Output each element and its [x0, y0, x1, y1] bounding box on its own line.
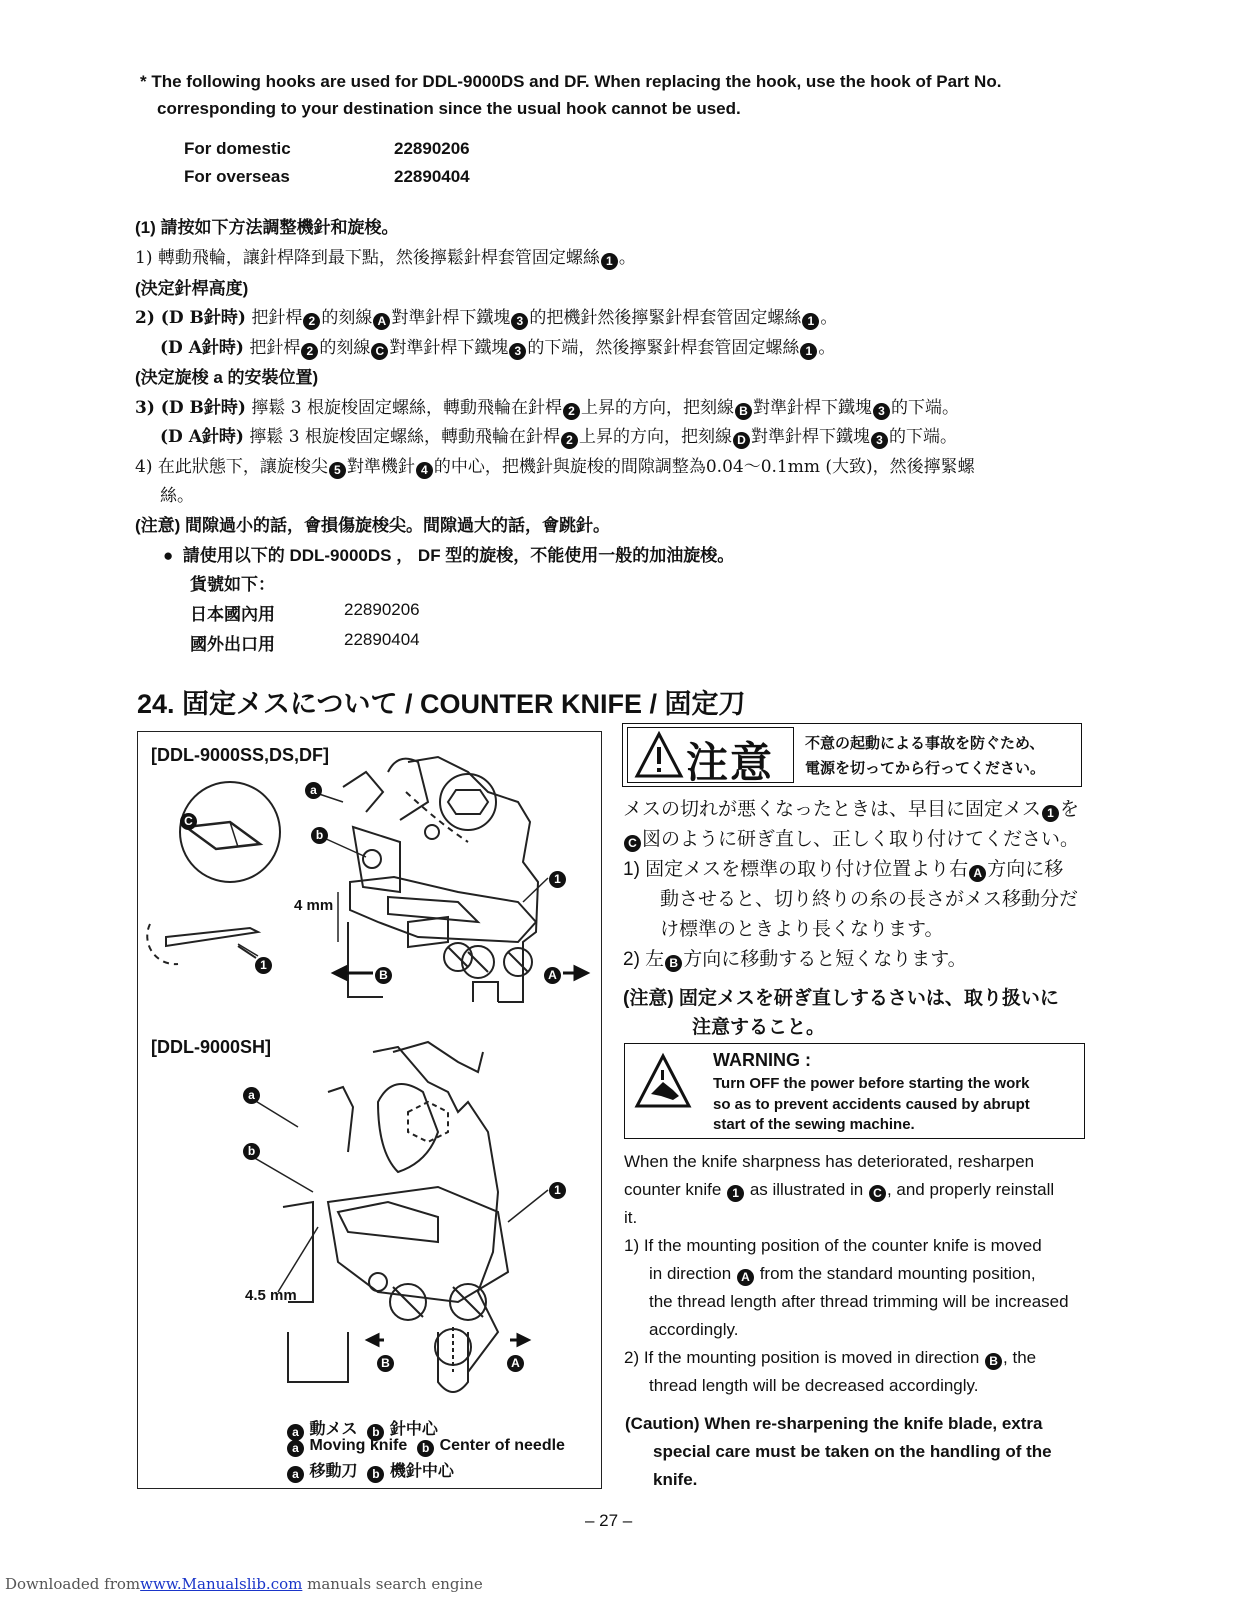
- zh-caution: (注意) 間隙過小的話，會損傷旋梭尖。間隙過大的話，會跳針。: [135, 516, 611, 535]
- marker-b-top: b: [310, 824, 329, 844]
- counter-knife-figure: [137, 731, 602, 1489]
- zh-step-3b: (D A針時) 擰鬆 3 根旋梭固定螺絲，轉動飛輪在針桿 2 上昇的方向，把刻線 D 對準針桿下鐵塊 3 的下端。: [160, 427, 957, 447]
- zh-parts-title: 貨號如下：: [190, 575, 275, 594]
- en-warning-box: [624, 1043, 1085, 1139]
- jp-warning-box: [622, 723, 1082, 787]
- jp-warning-line-2: 電源を切ってから行ってください。: [805, 760, 1046, 777]
- en-warning-line-2: so as to prevent accidents caused by abrupt: [713, 1096, 1030, 1113]
- marker-A-top: A: [543, 964, 562, 984]
- en-caution-1: (Caution) When re-sharpening the knife blade, extra: [625, 1414, 1043, 1433]
- jp-p1: メスの切れが悪くなったときは、早目に固定メス 1 を: [623, 799, 1080, 820]
- marker-c-top: C: [179, 810, 198, 830]
- overseas-part-no: 22890404: [394, 167, 470, 186]
- en-step-1: 1) If the mounting position of the counter knife is moved: [624, 1236, 1042, 1255]
- dim-4-5mm: 4.5 mm: [245, 1287, 297, 1304]
- zh-domestic-part: 22890206: [344, 600, 420, 619]
- detail-circle-c: [180, 782, 280, 882]
- domestic-part-no: 22890206: [394, 139, 470, 158]
- jp-caution-2: 注意すること。: [692, 1017, 826, 1038]
- jp-caution-1: (注意) 固定メスを研ぎ直しするさいは、取り扱いに: [623, 988, 1059, 1009]
- knife-diagram: [138, 732, 601, 1488]
- page-number: – 27 –: [585, 1511, 633, 1530]
- zh-step-2a: 2) (D B針時) 把針桿 2 的刻線 A 對準針桿下鐵塊 3 的把機針然後擰緊針桿套管固定螺絲 1 。: [135, 308, 838, 328]
- legend-en: a Moving knife b Center of needle: [286, 1437, 565, 1457]
- legend-zh: a 移動刀 b 機針中心: [286, 1458, 454, 1483]
- en-warning-title: WARNING :: [713, 1050, 811, 1070]
- overseas-label: For overseas: [184, 167, 290, 186]
- en-caution-2: special care must be taken on the handling of the: [653, 1442, 1052, 1461]
- jp-step-2: 2) 左 B 方向に移動すると短くなります。: [623, 949, 967, 970]
- hand-hazard-icon: [633, 1052, 693, 1112]
- legend-jp: a 動メス b 針中心: [286, 1416, 438, 1441]
- marker-B-bottom: B: [376, 1352, 395, 1372]
- manualslib-link[interactable]: www.Manualslib.com: [140, 1575, 303, 1593]
- marker-a-bottom: a: [242, 1084, 261, 1104]
- warning-triangle-icon: [634, 731, 684, 779]
- jp-warning-title-cell: [627, 727, 794, 786]
- zh-bullet: ● 請使用以下的 DDL-9000DS ， DF 型的旋梭，不能使用一般的加油旋梭。: [163, 546, 735, 565]
- zh-heading: (1) 請按如下方法調整機針和旋梭。: [135, 218, 399, 237]
- jp-warning-line-1: 不意の起動による事故を防ぐため、: [805, 735, 1045, 752]
- marker-1-top: 1: [548, 868, 567, 888]
- en-step-2-cont: thread length will be decreased accordingly.: [649, 1376, 979, 1395]
- jp-p2: C 図のように研ぎ直し、正しく取り付けてください。: [623, 826, 1079, 854]
- figure-label-top: [DDL-9000SS,DS,DF]: [151, 745, 330, 765]
- section-title: 24. 固定メスについて / COUNTER KNIFE / 固定刀: [137, 689, 746, 719]
- marker-B-top: B: [374, 964, 393, 984]
- en-p1: When the knife sharpness has deteriorated, resharpen: [624, 1152, 1035, 1171]
- en-step-1-cont3: accordingly.: [649, 1320, 739, 1339]
- marker-a-top: a: [304, 779, 323, 799]
- zh-step-2b: (D A針時) 把針桿 2 的刻線 C 對準針桿下鐵塊 3 的下端，然後擰緊針桿套管固定螺絲 1 。: [160, 338, 836, 358]
- zh-step-4: 4) 在此狀態下，讓旋梭尖 5 對準機針 4 的中心，把機針與旋梭的間隙調整為0.04～0.1mm (大致)，然後擰緊螺: [135, 457, 975, 477]
- zh-step-4-cont: 絲。: [160, 486, 194, 506]
- en-p2: counter knife 1 as illustrated in C , and properly reinstall: [624, 1180, 1055, 1200]
- en-warning-line-1: Turn OFF the power before starting the work: [713, 1075, 1030, 1092]
- jp-step-1: 1) 固定メスを標準の取り付け位置より右 A 方向に移: [623, 859, 1064, 880]
- domestic-label: For domestic: [184, 139, 291, 158]
- zh-step-3a: 3) (D B針時) 擰鬆 3 根旋梭固定螺絲，轉動飛輪在針桿 2 上昇的方向，把刻線 B 對準針桿下鐵塊 3 的下端。: [135, 398, 959, 418]
- en-warning-line-3: start of the sewing machine.: [713, 1116, 915, 1133]
- en-step-2: 2) If the mounting position is moved in direction B , the: [624, 1348, 1037, 1368]
- en-step-1-cont2: the thread length after thread trimming will be increased: [649, 1292, 1069, 1311]
- marker-A-bottom: A: [506, 1352, 525, 1372]
- note-line-1: * The following hooks are used for DDL-9000DS and DF. When replacing the hook, use the hook of Part No.: [140, 72, 1002, 91]
- zh-step-1: 1) 轉動飛輪，讓針桿降到最下點，然後擰鬆針桿套管固定螺絲 1 。: [135, 248, 636, 268]
- dim-4mm: 4 mm: [294, 897, 334, 914]
- zh-sub-1: (決定針桿高度): [135, 279, 249, 298]
- marker-b-bottom: b: [242, 1140, 261, 1160]
- jp-step-1-cont2: け標準のときより長くなります。: [660, 919, 944, 940]
- jp-step-1-cont: 動させると、切り終りの糸の長さがメス移動分だ: [660, 889, 1079, 910]
- zh-domestic-label: 日本國內用: [190, 605, 275, 624]
- note-line-2: corresponding to your destination since the usual hook cannot be used.: [157, 99, 741, 118]
- en-step-1-cont: in direction A from the standard mounting position,: [649, 1264, 1036, 1284]
- jp-warning-title: 注意: [686, 739, 775, 786]
- en-p3: it.: [624, 1208, 638, 1227]
- figure-label-bottom: [DDL-9000SH]: [151, 1037, 272, 1057]
- zh-overseas-part: 22890404: [344, 630, 420, 649]
- zh-overseas-label: 國外出口用: [190, 635, 275, 654]
- zh-sub-2: (決定旋梭 a 的安裝位置): [135, 368, 319, 387]
- footer: Downloaded fromwww.Manualslib.com manuals search engine: [5, 1575, 483, 1593]
- marker-1-bottom: 1: [548, 1179, 567, 1199]
- en-caution-3: knife.: [653, 1470, 698, 1489]
- marker-1-detail: 1: [254, 954, 273, 974]
